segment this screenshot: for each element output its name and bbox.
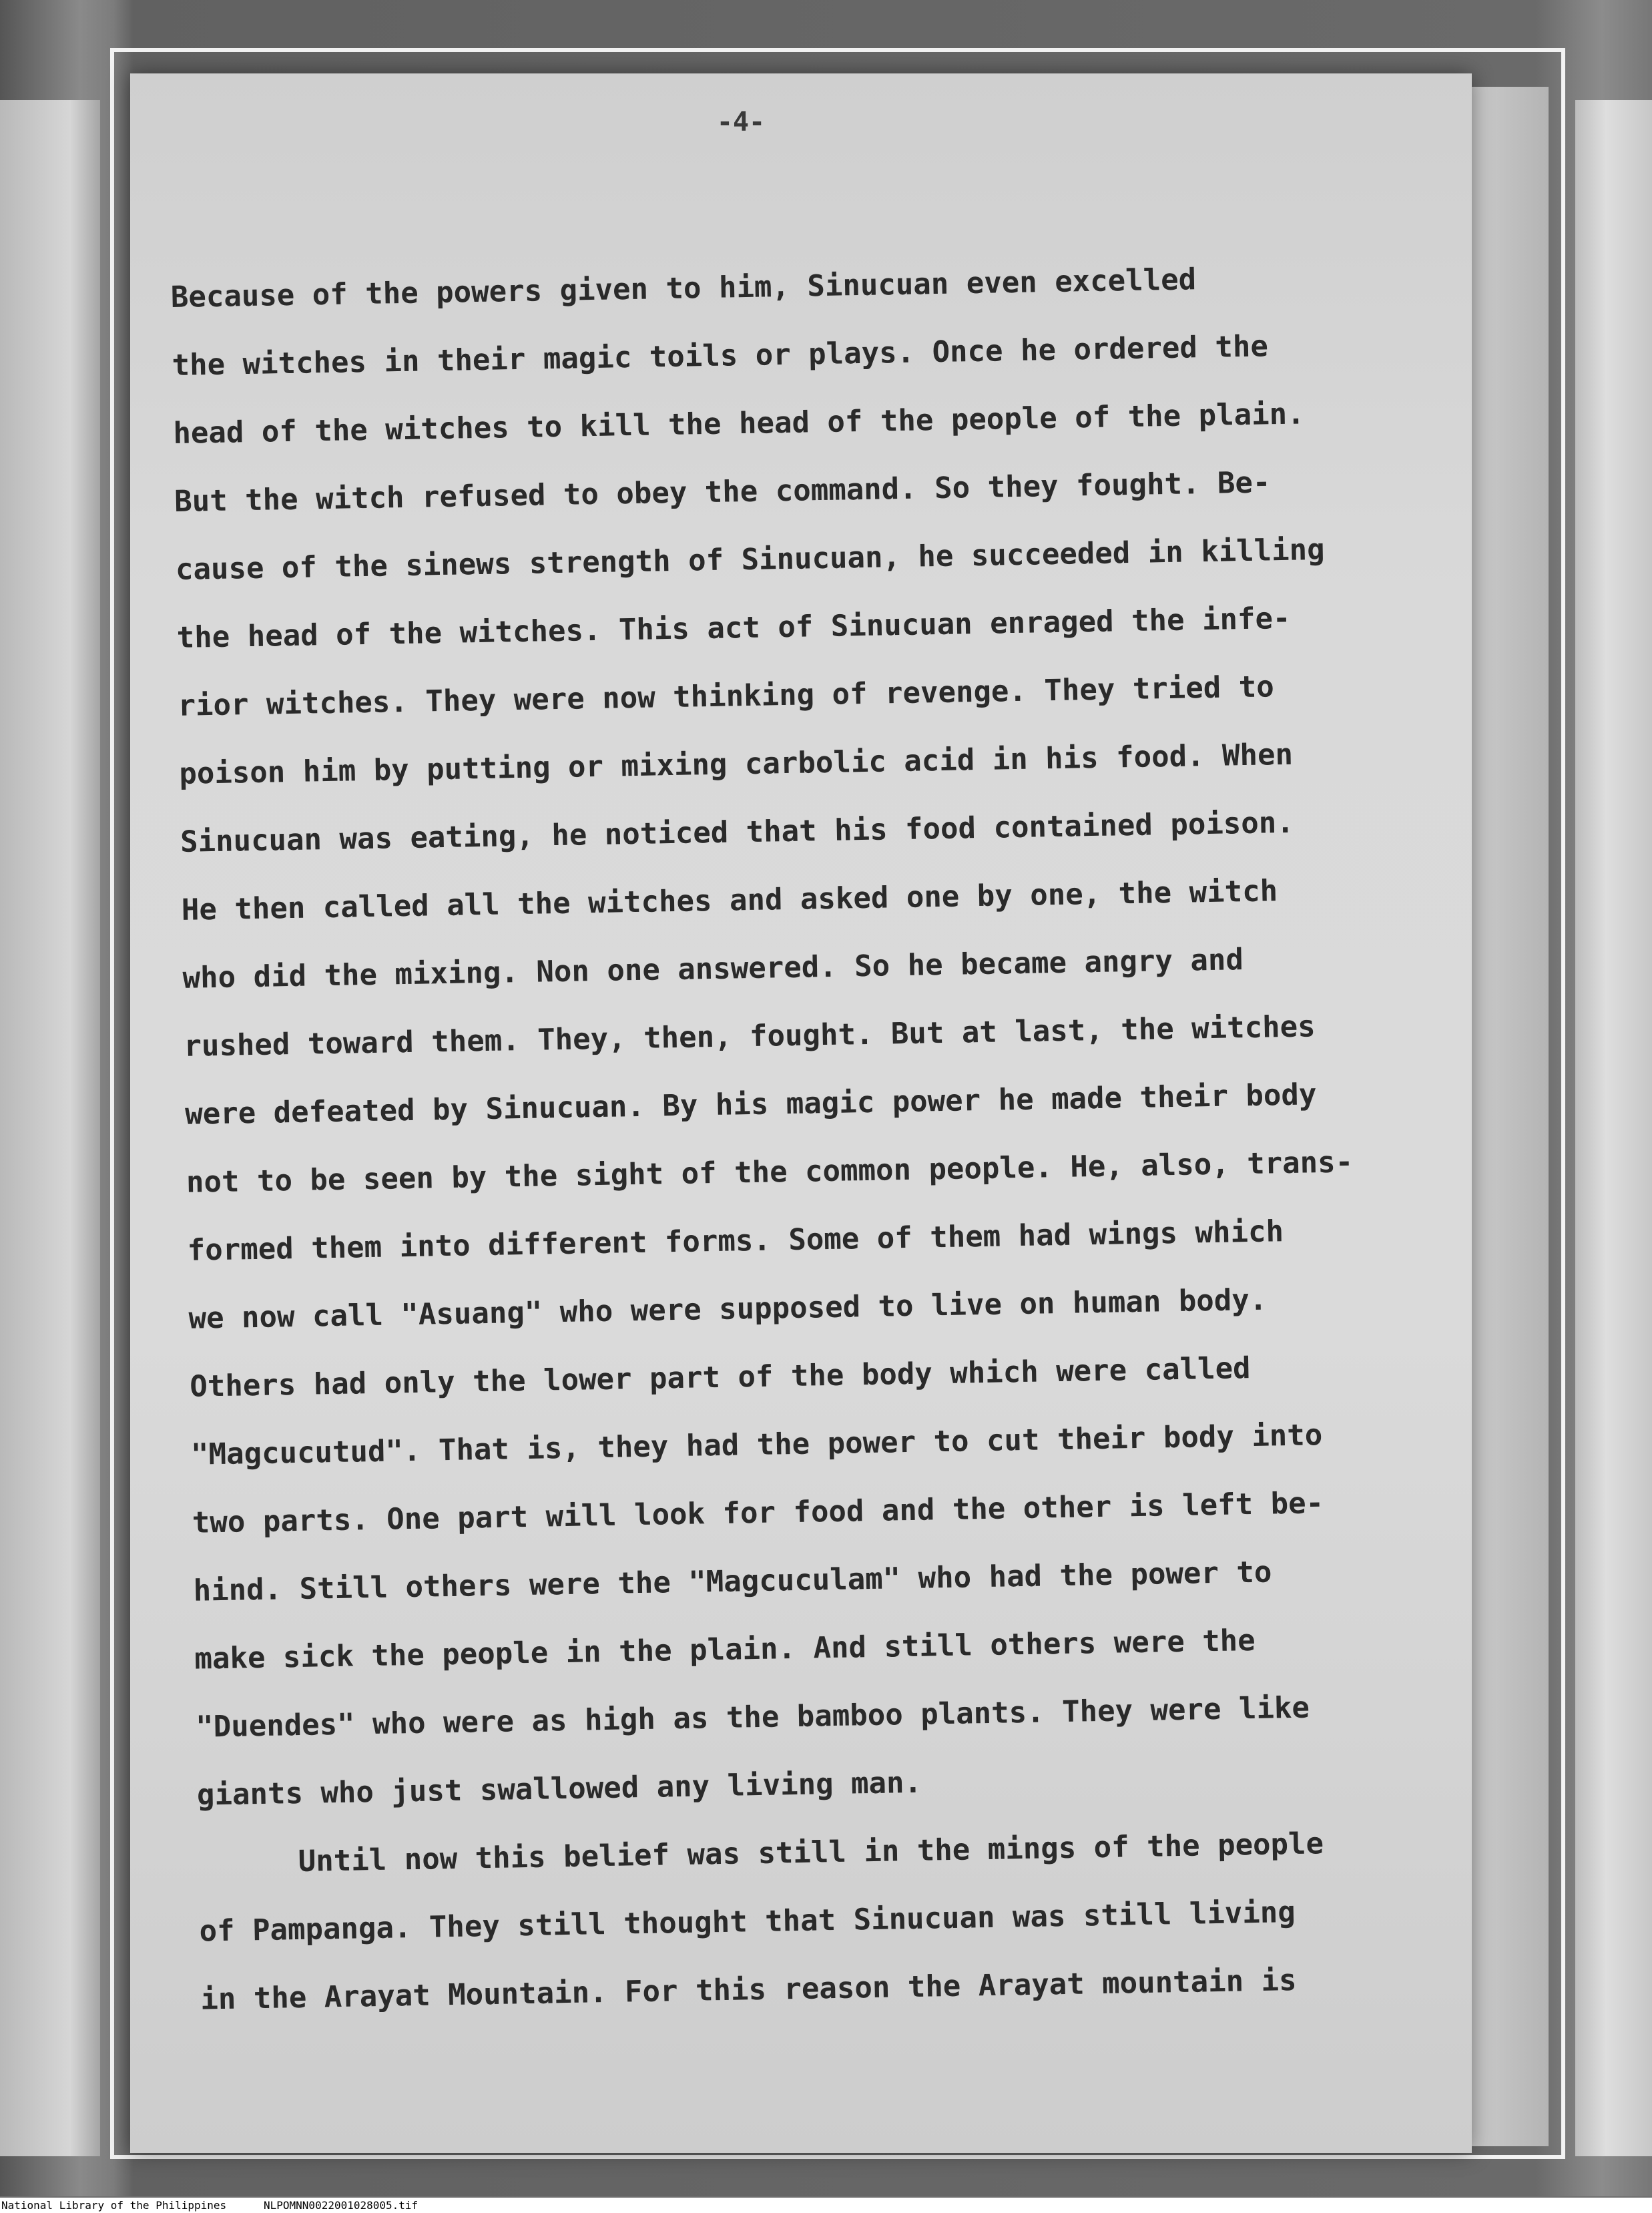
text-line: the witches in their magic toils or plays. Once he ordered the xyxy=(172,329,1269,383)
text-line: we now call "Asuang" who were supposed to live on human body. xyxy=(188,1282,1268,1336)
text-line: of Pampanga. They still thought that Sinucuan was still living xyxy=(199,1895,1296,1949)
text-line: cause of the sinews strength of Sinucuan, he succeeded in killing xyxy=(175,532,1326,587)
facing-page-right xyxy=(1575,100,1652,2156)
file-name: NLPOMNN0022001028005.tif xyxy=(264,2199,419,2212)
text-line: rior witches. They were now thinking of revenge. They tried to xyxy=(178,670,1275,723)
text-line: in the Arayat Mountain. For this reason the Arayat mountain is xyxy=(200,1963,1297,2017)
text-line: giants who just swallowed any living man. xyxy=(196,1765,922,1812)
text-line: Until now this belief was still in the mings of the people xyxy=(298,1826,1324,1879)
text-line: "Magcucutud". That is, they had the power to cut their body into xyxy=(190,1418,1323,1472)
text-line: poison him by putting or mixing carbolic acid in his food. When xyxy=(178,737,1294,791)
text-line: hind. Still others were the "Magcuculam" who had the power to xyxy=(193,1555,1272,1608)
typewritten-text xyxy=(170,241,1489,2033)
text-line: He then called all the witches and asked one by one, the witch xyxy=(181,874,1278,927)
text-line: "Duendes" who were as high as the bamboo plants. They were like xyxy=(195,1690,1310,1744)
text-line: formed them into different forms. Some of them had wings which xyxy=(187,1214,1284,1268)
text-line: who did the mixing. Non one answered. So he became angry and xyxy=(182,943,1244,995)
scan-footer xyxy=(0,2198,1652,2213)
text-line: But the witch refused to obey the command. So they fought. Be- xyxy=(174,465,1271,519)
page-number: -4- xyxy=(716,107,766,138)
text-line: the head of the witches. This act of Sinucuan enraged the infe- xyxy=(176,601,1291,655)
text-line: two parts. One part will look for food and the other is left be- xyxy=(192,1486,1324,1540)
text-line: Because of the powers given to him, Sinucuan even excelled xyxy=(170,262,1197,314)
text-line: not to be seen by the sight of the common people. He, also, trans- xyxy=(186,1145,1354,1200)
text-line: make sick the people in the plain. And still others were the xyxy=(194,1623,1256,1676)
library-credit: National Library of the Philippines xyxy=(1,2199,227,2212)
text-line: head of the witches to kill the head of the people of the plain. xyxy=(172,397,1306,451)
text-line: were defeated by Sinucuan. By his magic power he made their body xyxy=(184,1077,1317,1132)
text-line: rushed toward them. They, then, fought. But at last, the witches xyxy=(184,1009,1316,1063)
text-line: Sinucuan was eating, he noticed that his food contained poison. xyxy=(180,805,1295,859)
text-line: Others had only the lower part of the body which were called xyxy=(189,1351,1251,1404)
facing-page-left xyxy=(0,100,100,2156)
